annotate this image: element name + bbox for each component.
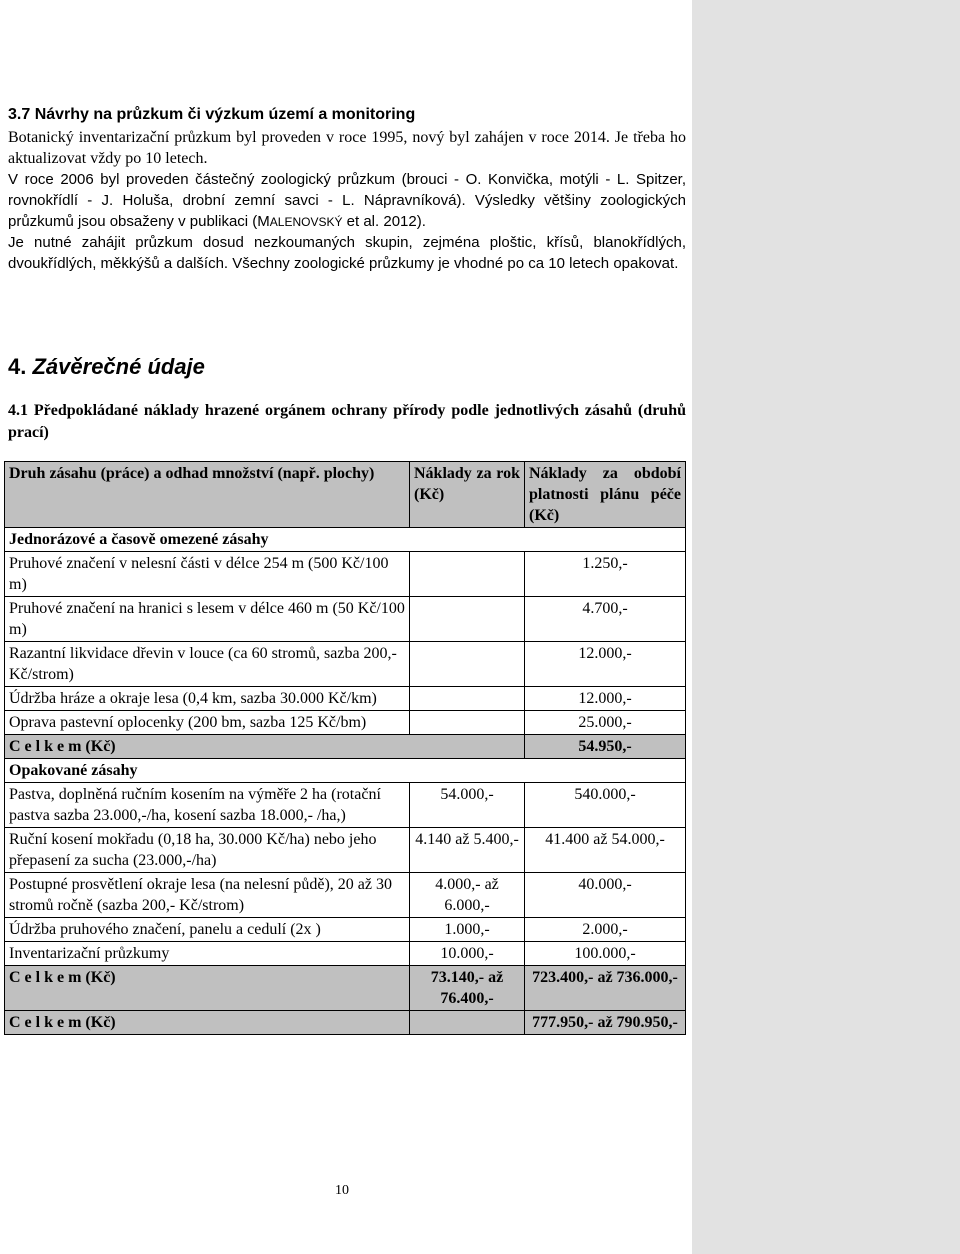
row-year bbox=[410, 687, 525, 711]
total-row bbox=[5, 966, 686, 1011]
section-heading-3-7: 3.7 Návrhy na průzkum či výzkum území a monitoring bbox=[8, 106, 416, 123]
total-year: 73.140,- až 76.400,- bbox=[410, 966, 525, 1011]
row-period: 25.000,- bbox=[525, 711, 686, 735]
total-label: C e l k e m (Kč) bbox=[5, 735, 525, 759]
cost-table bbox=[4, 461, 686, 1035]
row-period: 1.250,- bbox=[525, 552, 686, 597]
row-period: 2.000,- bbox=[525, 918, 686, 942]
table-row bbox=[5, 597, 686, 642]
row-desc: Údržba hráze a okraje lesa (0,4 km, sazba 30.000 Kč/km) bbox=[5, 687, 410, 711]
page-number: 10 bbox=[335, 1183, 349, 1198]
row-desc: Postupné prosvětlení okraje lesa (na nelesní půdě), 20 až 30 stromů ročně (sazba 200,- Kč/strom) bbox=[5, 873, 410, 918]
section-one-time: Jednorázové a časově omezené zásahy bbox=[5, 528, 686, 552]
section-repeated: Opakované zásahy bbox=[5, 759, 686, 783]
grand-total-label: C e l k e m (Kč) bbox=[5, 1011, 410, 1035]
section-4-number: 4. bbox=[8, 354, 27, 379]
row-desc: Ruční kosení mokřadu (0,18 ha, 30.000 Kč/ha) nebo jeho přepasení za sucha (23.000,-/ha) bbox=[5, 828, 410, 873]
section-heading-4 bbox=[8, 354, 205, 380]
table-section-row bbox=[5, 759, 686, 783]
subsection-heading-4-1: 4.1 Předpokládané náklady hrazené orgánem ochrany přírody podle jednotlivých zásahů (druhů prací) bbox=[8, 402, 686, 441]
grand-total-year bbox=[410, 1011, 525, 1035]
table-row bbox=[5, 828, 686, 873]
row-year bbox=[410, 552, 525, 597]
paragraph-zoology-end: et al. 2012). bbox=[342, 213, 426, 230]
total-label: C e l k e m (Kč) bbox=[5, 966, 410, 1011]
row-year: 4.000,- až 6.000,- bbox=[410, 873, 525, 918]
table-row bbox=[5, 642, 686, 687]
row-year: 54.000,- bbox=[410, 783, 525, 828]
header-annual-cost: Náklady za rok (Kč) bbox=[410, 462, 525, 528]
row-year: 10.000,- bbox=[410, 942, 525, 966]
grand-total-row bbox=[5, 1011, 686, 1035]
row-year bbox=[410, 711, 525, 735]
row-period: 41.400 až 54.000,- bbox=[525, 828, 686, 873]
row-period: 100.000,- bbox=[525, 942, 686, 966]
table-header-row bbox=[5, 462, 686, 528]
row-year: 1.000,- bbox=[410, 918, 525, 942]
paragraph-botany: Botanický inventarizační průzkum byl proveden v roce 1995, nový byl zahájen v roce 2014. Je třeba ho aktualizovat vždy po 10 letech. bbox=[8, 129, 686, 167]
table-row bbox=[5, 687, 686, 711]
table-row bbox=[5, 873, 686, 918]
table-row bbox=[5, 783, 686, 828]
table-row bbox=[5, 552, 686, 597]
row-period: 540.000,- bbox=[525, 783, 686, 828]
paragraph-zoology-text: V roce 2006 byl proveden částečný zoologický průzkum (brouci - O. Konvička, motýli - L. Spitzer, rovnokřídlí - J. Holuša, drobní zemní savci - L. Nápravníková). Výsledky většiny zoologických průzkumů jsou obsaženy v publikaci (M bbox=[8, 171, 686, 230]
grand-total-period: 777.950,- až 790.950,- bbox=[525, 1011, 686, 1035]
row-desc: Pruhové značení na hranici s lesem v délce 460 m (50 Kč/100 m) bbox=[5, 597, 410, 642]
table-row bbox=[5, 942, 686, 966]
table-row bbox=[5, 711, 686, 735]
header-period-cost: Náklady za období platnosti plánu péče (Kč) bbox=[525, 462, 686, 528]
paragraph-future-survey: Je nutné zahájit průzkum dosud nezkoumaných skupin, zejména ploštic, křísů, blanokřídlých, dvoukřídlých, měkkýšů a dalších. Všechny zoologické průzkumy je vhodné po ca 10 letech opakovat. bbox=[8, 234, 686, 272]
section-4-title: Závěrečné údaje bbox=[32, 354, 205, 379]
row-period: 12.000,- bbox=[525, 642, 686, 687]
row-desc: Údržba pruhového značení, panelu a cedulí (2x ) bbox=[5, 918, 410, 942]
paragraph-zoology bbox=[8, 169, 686, 233]
table-section-row bbox=[5, 528, 686, 552]
total-period: 723.400,- až 736.000,- bbox=[525, 966, 686, 1011]
row-period: 4.700,- bbox=[525, 597, 686, 642]
row-year bbox=[410, 642, 525, 687]
total-period: 54.950,- bbox=[525, 735, 686, 759]
row-year bbox=[410, 597, 525, 642]
table-row bbox=[5, 918, 686, 942]
total-row bbox=[5, 735, 686, 759]
header-intervention: Druh zásahu (práce) a odhad množství (např. plochy) bbox=[5, 462, 410, 528]
row-desc: Oprava pastevní oplocenky (200 bm, sazba 125 Kč/bm) bbox=[5, 711, 410, 735]
row-period: 12.000,- bbox=[525, 687, 686, 711]
row-desc: Razantní likvidace dřevin v louce (ca 60 stromů, sazba 200,- Kč/strom) bbox=[5, 642, 410, 687]
row-year: 4.140 až 5.400,- bbox=[410, 828, 525, 873]
comment-margin bbox=[692, 0, 960, 1254]
row-period: 40.000,- bbox=[525, 873, 686, 918]
row-desc: Pastva, doplněná ručním kosením na výměře 2 ha (rotační pastva sazba 23.000,-/ha, kosení sazba 18.000,- /ha,) bbox=[5, 783, 410, 828]
author-smallcaps: ALENOVSKÝ bbox=[269, 215, 343, 229]
row-desc: Inventarizační průzkumy bbox=[5, 942, 410, 966]
row-desc: Pruhové značení v nelesní části v délce 254 m (500 Kč/100 m) bbox=[5, 552, 410, 597]
